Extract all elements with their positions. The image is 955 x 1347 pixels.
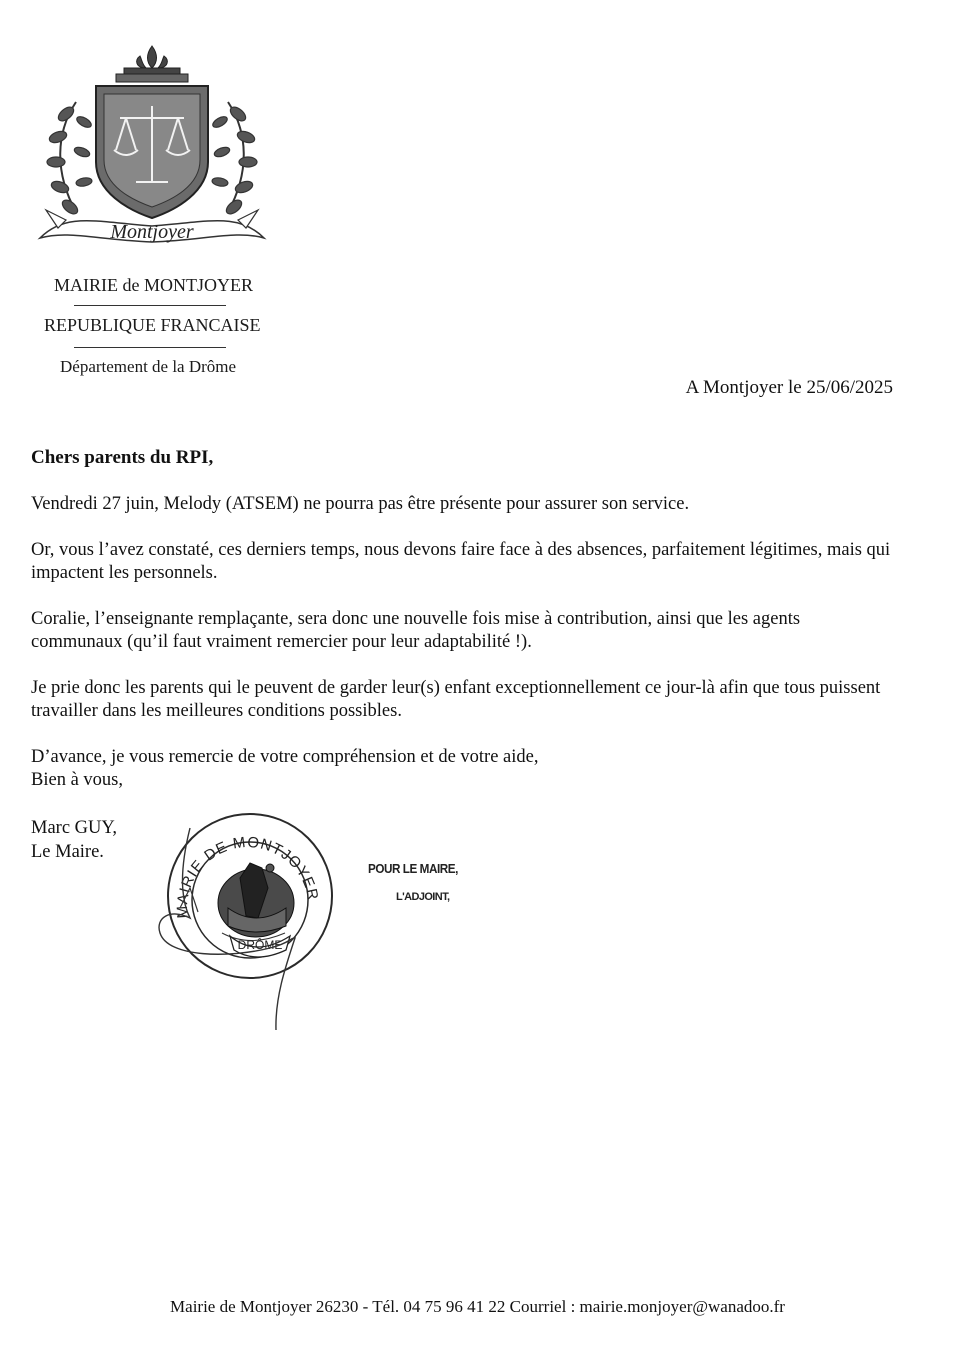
signatory-title: Le Maire. (31, 842, 104, 862)
official-stamp (150, 808, 350, 1038)
closing-line: Bien à vous, (31, 770, 123, 790)
delegation-stamp-line2: L'ADJOINT, (396, 891, 450, 903)
date-line: A Montjoyer le 25/06/2025 (685, 377, 893, 398)
paragraph: Coralie, l’enseignante remplaçante, sera donc une nouvelle fois mise à contribution, ainsi que les agents communaux (qu’il faut vraiment remercier pour leur adaptabilité !). (31, 609, 801, 652)
stamp-top-text: MAIRIE DE MONTJOYER (173, 833, 322, 919)
delegation-stamp-line1: POUR LE MAIRE, (368, 861, 458, 876)
crest-motto: Montjoyer (110, 221, 194, 243)
mairie-name: MAIRIE de MONTJOYER (54, 275, 253, 295)
departement-label: Département de la Drôme (60, 357, 237, 376)
stamp-bottom-text: DRÔME (237, 938, 283, 952)
coat-of-arms-logo (36, 42, 268, 252)
paragraph: Vendredi 27 juin, Melody (ATSEM) ne pourra pas être présente pour assurer son service. (31, 494, 690, 514)
greeting: Chers parents du RPI, (31, 447, 214, 468)
closing-line: D’avance, je vous remercie de votre compréhension et de votre aide, (31, 747, 539, 767)
paragraph: Je prie donc les parents qui le peuvent de garder leur(s) enfant exceptionnellement ce jour-là afin que tous puissent travailler dans les meilleures conditions possibles. (31, 678, 881, 721)
signature-block (31, 816, 117, 864)
divider (74, 305, 226, 306)
paragraph: Or, vous l’avez constaté, ces derniers temps, nous devons faire face à des absences, parfaitement légitimes, mais qui impactent les personnels. (31, 540, 891, 583)
footer-contact: Mairie de Montjoyer 26230 - Tél. 04 75 96 41 22 Courriel : mairie.monjoyer@wanadoo.fr (170, 1297, 785, 1316)
republique-label: REPUBLIQUE FRANCAISE (44, 315, 261, 335)
signatory-name: Marc GUY, (31, 818, 117, 838)
stamp-emblem (218, 863, 294, 937)
divider (74, 347, 226, 348)
